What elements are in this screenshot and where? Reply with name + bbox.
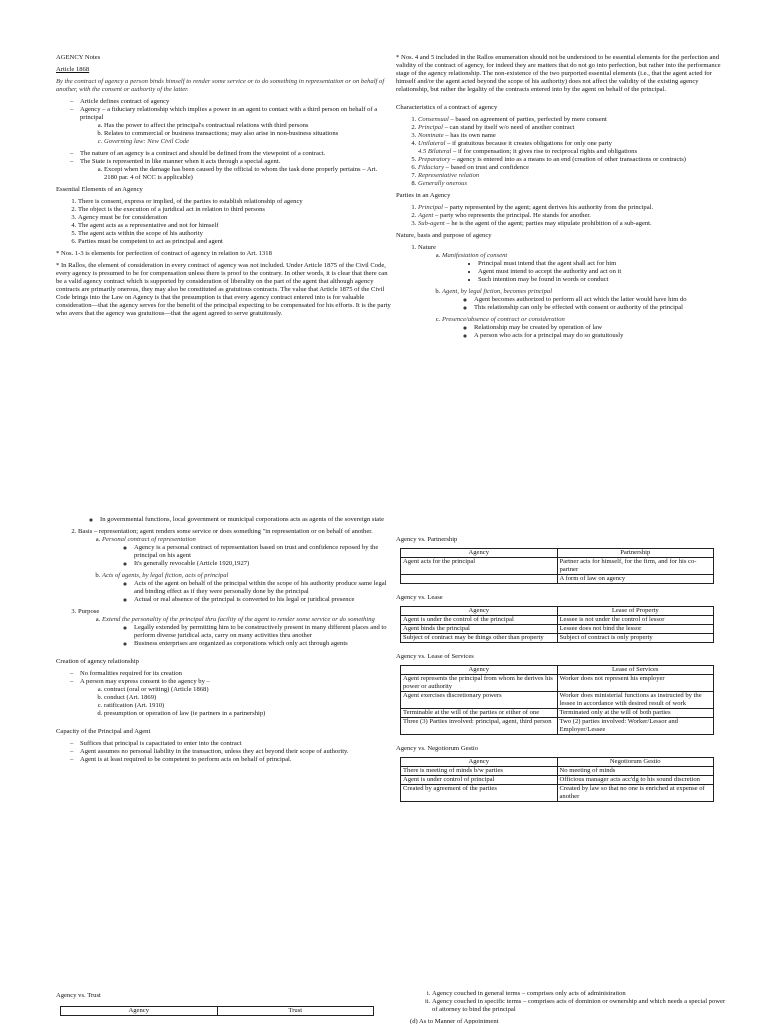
list-item: ◦ A person who acts for a principal may do so gratuitously bbox=[474, 332, 732, 340]
article-notes-list bbox=[56, 98, 392, 182]
list-item: 2. Basis – representation; agent renders some service or does something "in representation or on behalf of another. a. Personal contract of representation ◦ Agency is a personal contract of representation based on trust and confidence reposed by the principal on his agent ◦ It's generally revocable (Article 1920,1927) b. Acts of agents, by legal fiction, acts of principal ◦ Acts of the agent on behalf of the principal within the scope of his authority produce same legal and binding effect as if they were personally done by the principal ◦ Actual or real absence of the principal is converted to his legal or juridical presence bbox=[78, 528, 392, 604]
table-cell: Lessee does not bind the lessor bbox=[557, 625, 714, 634]
sub-list bbox=[78, 536, 392, 604]
list-item: ◦ In governmental functions, local government or municipal corporations acts as agents of the sovereign state bbox=[100, 516, 392, 524]
creation-list bbox=[56, 670, 392, 718]
doc-title: AGENCY Notes bbox=[56, 54, 101, 61]
parties-heading: Parties in an Agency bbox=[396, 192, 451, 199]
sub-list bbox=[80, 166, 392, 182]
list-item: 5. Preparatory – agency is entered into as a means to an end (creation of other transactions or contracts) bbox=[418, 156, 732, 164]
table-header-row bbox=[61, 1007, 374, 1016]
list-item: 3. Purpose a. Extend the personality of the principal thru facility of the agent to render some service or do something ◦ Legally extended by permitting him to be constructively present in many different places and to perform diverse juridical acts, carry on many activities thru another ◦ Business enterprises are organized as corporations which only act through agents bbox=[78, 608, 392, 648]
sub-list bbox=[78, 616, 392, 648]
agency-terms-list bbox=[396, 990, 732, 1014]
lease-heading: Agency vs. Lease bbox=[396, 594, 443, 601]
sub-sub-list bbox=[442, 260, 732, 284]
list-item: – The State is represented in like manner when it acts through a special agent. a. Except when the damage has been caused by the official to whom the task done properly pertains – Art. 2180 par. 4 of NCC is applicable) bbox=[70, 158, 392, 182]
page3-right-column bbox=[396, 990, 732, 1024]
table-row bbox=[401, 616, 714, 625]
list-item: b. conduct (Art. 1869) bbox=[104, 694, 392, 702]
agency-vs-trust-table bbox=[60, 1006, 374, 1016]
list-item: 7. Representative relation bbox=[418, 172, 732, 180]
list-item: b. Relates to commercial or business transactions; may also arise in non-business situations bbox=[104, 130, 392, 138]
table-cell: Agent binds the principal bbox=[401, 625, 558, 634]
table-header-row bbox=[401, 666, 714, 675]
list-item: 3. Nominate – has its own name bbox=[418, 132, 732, 140]
list-item: 8. Generally onerous bbox=[418, 180, 732, 188]
table-header-cell: Agency bbox=[401, 758, 558, 767]
table-row bbox=[401, 575, 714, 584]
sub-sub-list bbox=[442, 324, 732, 340]
table-cell: Subject of contract may be things other than property bbox=[401, 634, 558, 643]
table-cell: Agent acts for the principal bbox=[401, 558, 558, 575]
list-item: – A person may express consent to the agency by – a. contract (oral or writing) (Article 1868) b. conduct (Art. 1869) c. ratification (Art. 1910) d. presumption or operation of law (ie partners in a partnership) bbox=[70, 678, 392, 718]
list-item: – Article defines contract of agency bbox=[70, 98, 392, 106]
list-item: – Agent assumes no personal liability in the transaction, unless they act beyond their scope of authority. bbox=[70, 748, 392, 756]
list-item: ◦ Relationship may be created by operation of law bbox=[474, 324, 732, 332]
table-row bbox=[401, 767, 714, 776]
table-cell: Terminated only at the will of both parties bbox=[557, 709, 714, 718]
list-item: ii. Agency couched in specific terms – comprises acts of dominion or ownership and which needs a special power of attorney to bind the principal bbox=[432, 998, 732, 1014]
page3-left-column bbox=[56, 992, 392, 1024]
list-item: – Agency – a fiduciary relationship which implies a power in an agent to contact with a third person on behalf of a principal a. Has the power to affect the principal's contractual relations with third persons b. Relates to commercial or business transactions; may also arise in non-business situations c. Governing law: New Civil Code bbox=[70, 106, 392, 146]
trust-heading: Agency vs. Trust bbox=[56, 992, 101, 999]
lease-services-heading: Agency vs. Lease of Services bbox=[396, 653, 474, 660]
sub-list bbox=[80, 122, 392, 146]
table-cell: A form of law on agency bbox=[557, 575, 714, 584]
list-item: d. presumption or operation of law (ie partners in a partnership) bbox=[104, 710, 392, 718]
list-item: 3. Sub-agent – he is the agent of the agent; parties may stipulate prohibition of a sub-agent. bbox=[418, 220, 732, 228]
creation-heading: Creation of agency relationship bbox=[56, 658, 139, 665]
table-row bbox=[401, 709, 714, 718]
list-item: b. Acts of agents, by legal fiction, acts of principal ◦ Acts of the agent on behalf of the principal within the scope of his authority produce same legal and binding effect as if they were personally done by the principal ◦ Actual or real absence of the principal is converted to his legal or juridical presence bbox=[102, 572, 392, 604]
agency-vs-partnership-table bbox=[400, 548, 714, 584]
agency-vs-lease-table bbox=[400, 606, 714, 643]
table-cell: No meeting of minds bbox=[557, 767, 714, 776]
characteristics-list bbox=[396, 116, 732, 188]
table-header-cell: Lease of Property bbox=[557, 607, 714, 616]
list-item: b. Agent, by legal fiction, becomes principal ◦ Agent becomes authorized to perform all act which the latter would have him do ◦ This relationship can only be effected with consent or authority of the principal bbox=[442, 288, 732, 312]
list-item: 2. Agent – party who represents the principal. He stands for another. bbox=[418, 212, 732, 220]
list-item: c. Governing law: New Civil Code bbox=[104, 138, 392, 146]
table-cell: Two (2) parties involved: Worker/Lessor and Employer/Lessee bbox=[557, 718, 714, 735]
list-item: 4. Unilateral – if gratuitous because it creates obligations for only one party bbox=[418, 140, 732, 148]
table-row bbox=[401, 558, 714, 575]
list-item: a. Extend the personality of the principal thru facility of the agent to render some service or do something ◦ Legally extended by permitting him to be constructively present in many different places and to perform diverse juridical acts, carry on many activities thru another ◦ Business enterprises are organized as corporations which only act through agents bbox=[102, 616, 392, 648]
nature-list bbox=[396, 244, 732, 340]
basis-purpose-list bbox=[56, 528, 392, 648]
table-row bbox=[401, 675, 714, 692]
table-header-row bbox=[401, 549, 714, 558]
list-item: 2. The object is the execution of a juridical act in relation to third persons bbox=[78, 206, 392, 214]
table-header-row bbox=[401, 758, 714, 767]
table-row bbox=[401, 634, 714, 643]
article-text: By the contract of agency a person binds himself to render some service or to do something in representation or on behalf of another, with the consent or authority of the latter. bbox=[56, 78, 385, 93]
list-item: – Suffices that principal is capacitated to enter into the contract bbox=[70, 740, 392, 748]
list-item: – No formalities required for its creation bbox=[70, 670, 392, 678]
table-row bbox=[401, 625, 714, 634]
table-header-cell: Lease of Services bbox=[557, 666, 714, 675]
list-item: 1. Nature a. Manifestation of consent • Principal must intend that the agent shall act for him • Agent must intend to accept the authority and act on it • Such intention may be found in words or conduct b. Agent, by legal fiction, becomes principal ◦ Agent becomes authorized to perform all act which the latter would have him do ◦ This relationship can only be effected with consent or authority of the principal c. Presence/absence of contract or consideration ◦ Relationship may be created by operation of law ◦ A person who acts for a principal may do so gratuitously bbox=[418, 244, 732, 340]
table-header-cell: Agency bbox=[401, 666, 558, 675]
governmental-list bbox=[56, 516, 392, 524]
table-header-cell: Agency bbox=[401, 607, 558, 616]
list-item: 1. There is consent, express or implied, of the parties to establish relationship of agency bbox=[78, 198, 392, 206]
list-item: ◦ Agent becomes authorized to perform all act which the latter would have him do bbox=[474, 296, 732, 304]
parties-list bbox=[396, 204, 732, 228]
table-row bbox=[401, 776, 714, 785]
list-item: • Agent must intend to accept the authority and act on it bbox=[478, 268, 732, 276]
table-row bbox=[401, 785, 714, 802]
essential-list bbox=[56, 198, 392, 246]
list-item: a. Has the power to affect the principal's contractual relations with third persons bbox=[104, 122, 392, 130]
table-cell: Lessee is not under the control of lessor bbox=[557, 616, 714, 625]
table-row bbox=[401, 718, 714, 735]
table-cell: Created by agreement of the parties bbox=[401, 785, 558, 802]
table-cell: Agent represents the principal from whom he derives his power or authority bbox=[401, 675, 558, 692]
list-item: a. Manifestation of consent • Principal must intend that the agent shall act for him • Agent must intend to accept the authority and act on it • Such intention may be found in words or conduct bbox=[442, 252, 732, 284]
list-item: 6. Parties must be competent to act as principal and agent bbox=[78, 238, 392, 246]
table-cell: Agent is under control of principal bbox=[401, 776, 558, 785]
table-cell: Officious manager acts acc'dg to his sound discretion bbox=[557, 776, 714, 785]
list-item: i. Agency couched in general terms – comprises only acts of administration bbox=[432, 990, 732, 998]
list-item: 5. The agent acts within the scope of his authority bbox=[78, 230, 392, 238]
page1-left-column bbox=[56, 54, 392, 464]
list-item: c. ratification (Art. 1910) bbox=[104, 702, 392, 710]
characteristics-heading: Characteristics of a contract of agency bbox=[396, 104, 498, 111]
list-item: 1. Consensual – based on agreement of parties, perfected by mere consent bbox=[418, 116, 732, 124]
sub-list bbox=[418, 252, 732, 340]
table-cell: Worker does ministerial functions as instructed by the lessee in accordance with desired result of work bbox=[557, 692, 714, 709]
table-header-cell: Trust bbox=[217, 1007, 374, 1016]
table-header-cell: Negotiorum Gestio bbox=[557, 758, 714, 767]
list-item: 3. Agency must be for consideration bbox=[78, 214, 392, 222]
table-header-cell: Partnership bbox=[557, 549, 714, 558]
capacity-list bbox=[56, 740, 392, 764]
sub-sub-list bbox=[102, 580, 392, 604]
negotiorum-heading: Agency vs. Negotiorum Gestio bbox=[396, 745, 479, 752]
sub-sub-list bbox=[442, 296, 732, 312]
page1-right-column bbox=[396, 54, 732, 464]
agency-vs-negotiorum-table bbox=[400, 757, 714, 802]
list-item: 4.5 Bilateral – if for compensation; it gives rise to reciprocal rights and obligations bbox=[418, 148, 638, 155]
list-item: ◦ Actual or real absence of the principal is converted to his legal or juridical presence bbox=[134, 596, 392, 604]
list-item: ◦ Acts of the agent on behalf of the principal within the scope of his authority produce same legal and binding effect as if they were personally done by the principal bbox=[134, 580, 392, 596]
page2-right-column bbox=[396, 536, 732, 866]
list-item: • Such intention may be found in words or conduct bbox=[478, 276, 732, 284]
table-cell: Agent exercises discretionary powers bbox=[401, 692, 558, 709]
agency-vs-lease-services-table bbox=[400, 665, 714, 735]
list-item: – Agent is at least required to be competent to perform acts on behalf of principal. bbox=[70, 756, 392, 764]
partnership-heading: Agency vs. Partnership bbox=[396, 536, 458, 543]
list-item: 4. The agent acts as a representative and not for himself bbox=[78, 222, 392, 230]
page2-left-column bbox=[56, 516, 392, 846]
list-item: a. contract (oral or writing) (Article 1868) bbox=[104, 686, 392, 694]
list-item: • Principal must intend that the agent shall act for him bbox=[478, 260, 732, 268]
list-item: – The nature of an agency is a contract and should be defined from the viewpoint of a contract. bbox=[70, 150, 392, 158]
table-cell bbox=[401, 575, 558, 584]
table-header-row bbox=[401, 607, 714, 616]
table-header-cell: Agency bbox=[401, 549, 558, 558]
list-item: a. Except when the damage has been caused by the official to whom the task done properly pertains – Art. 2180 par. 4 of NCC is applicable) bbox=[104, 166, 392, 182]
note-rallos-enumeration: * Nos. 4 and 5 included in the Rallos enumeration should not be understood to be essential elements for the perfection and validity of the contract of agency, for indeed they are matters that do not go into perfection, but rather into the performance stage of the agency relationship. The non-existence of the two purported essential elements (i.e., that the agent acted for himself and/or the agent acted beyond the scope of his authority) does not affect the validity of the existing agency relationship, but rather the legality of the contracts entered into by the agent on behalf of the principal. bbox=[396, 54, 721, 93]
manner-heading: (d) As to Manner of Appointment bbox=[410, 1018, 499, 1024]
table-cell: Worker does not represent his employer bbox=[557, 675, 714, 692]
list-item: ◦ This relationship can only be effected with consent or authority of the principal bbox=[474, 304, 732, 312]
table-cell: Three (3) Parties involved: principal, agent, third person bbox=[401, 718, 558, 735]
table-cell: Subject of contract is only property bbox=[557, 634, 714, 643]
table-header-cell: Agency bbox=[61, 1007, 218, 1016]
table-cell: Agent is under the control of the principal bbox=[401, 616, 558, 625]
table-cell: Created by law so that no one is enriched at expense of another bbox=[557, 785, 714, 802]
list-item: 2. Principal – can stand by itself w/o need of another contract bbox=[418, 124, 732, 132]
table-cell: Terminable at the will of the parties or either of one bbox=[401, 709, 558, 718]
capacity-heading: Capacity of the Principal and Agent bbox=[56, 728, 151, 735]
sub-sub-list bbox=[102, 624, 392, 648]
list-item: ◦ Business enterprises are organized as corporations which only act through agents bbox=[134, 640, 392, 648]
list-item: a. Personal contract of representation ◦ Agency is a personal contract of representation based on trust and confidence reposed by the principal on his agent ◦ It's generally revocable (Article 1920,1927) bbox=[102, 536, 392, 568]
sub-sub-list bbox=[102, 544, 392, 568]
list-item: 6. Fiduciary – based on trust and confidence bbox=[418, 164, 732, 172]
table-cell: Partner acts for himself, for the firm, and for his co-partner bbox=[557, 558, 714, 575]
list-item: ◦ Agency is a personal contract of representation based on trust and confidence reposed by the principal on his agent bbox=[134, 544, 392, 560]
note-rallos: * In Rallos, the element of consideration in every contract of agency was not included. Under Article 1875 of the Civil Code, every agency is presumed to be for compensation unless there is proof to the contrary. In other words, it is clear that there can be a valid agency contract which is supported by consideration of liberality on the part of the agent that although agency contracts are primarily onerous, they may also be constituted as gratuitous contracts. The value that Article 1875 of the Civil Code brings into the Law on Agency is that the presumption is that every agency contract entered into is for valuable consideration—that the agency serves for the benefit of the principal expecting to be compensated for his efforts. It is the party who avers that the agency was gratuitous—that the agent agreed to serve gratuitously. bbox=[56, 262, 391, 317]
note-elements: * Nos. 1-3 is elements for perfection of contract of agency in relation to Art. 1318 bbox=[56, 250, 272, 257]
article-heading: Article 1868 bbox=[56, 66, 90, 73]
list-item: ◦ It's generally revocable (Article 1920,1927) bbox=[134, 560, 392, 568]
essential-heading: Essential Elements of an Agency bbox=[56, 186, 143, 193]
nature-heading: Nature, basis and purpose of agency bbox=[396, 232, 492, 239]
table-cell: There is meeting of minds b/w parties bbox=[401, 767, 558, 776]
sub-list bbox=[80, 686, 392, 718]
table-row bbox=[401, 692, 714, 709]
list-item: c. Presence/absence of contract or consideration ◦ Relationship may be created by operation of law ◦ A person who acts for a principal may do so gratuitously bbox=[442, 316, 732, 340]
list-item: ◦ Legally extended by permitting him to be constructively present in many different places and to perform diverse juridical acts, carry on many activities thru another bbox=[134, 624, 392, 640]
list-item: 1. Principal – party represented by the agent; agent derives his authority from the principal. bbox=[418, 204, 732, 212]
